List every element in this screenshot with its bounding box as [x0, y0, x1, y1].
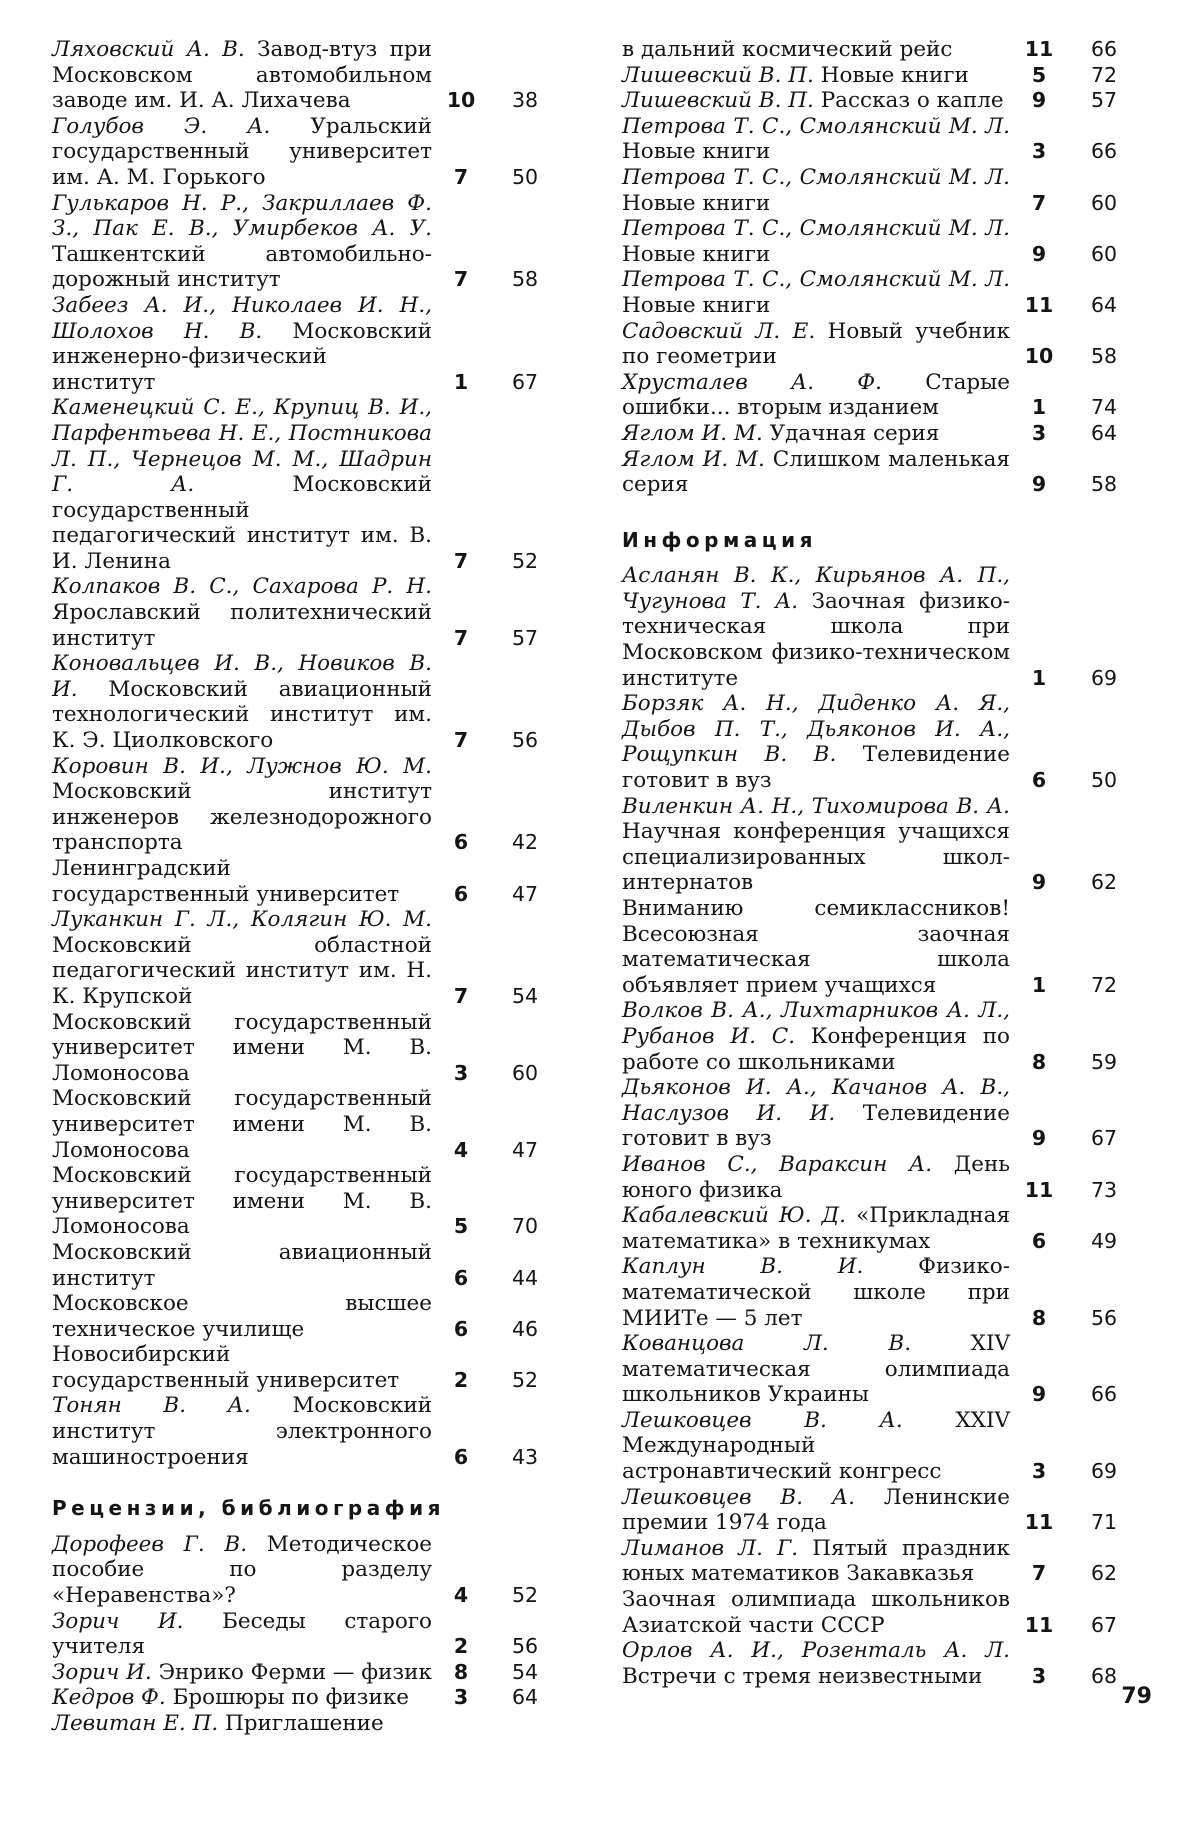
- index-entry: [622, 88, 1142, 114]
- entry-issue: 7: [1031, 190, 1047, 215]
- entry-issue: 11: [1024, 1177, 1054, 1202]
- index-entry: [52, 574, 539, 651]
- entry-title: в дальний космический рейс: [622, 37, 953, 62]
- entry-author: Тонян В. А.: [52, 1393, 251, 1419]
- entry-page: 58: [1090, 344, 1118, 369]
- index-entry: [622, 691, 1142, 793]
- entry-author: Яглом И. М.: [622, 446, 765, 472]
- entry-issue: 7: [453, 164, 469, 189]
- entry-page: 58: [1090, 472, 1118, 497]
- entry-title: Московский государственный педагогический институт им. В. И. Ленина: [52, 472, 432, 574]
- entry-author: Петрова Т. С., Смолянский М. Л.: [622, 267, 1010, 293]
- entry-title: Телевидение готовит в вуз: [622, 742, 1010, 794]
- entry-text: [622, 114, 1010, 165]
- entry-page: 60: [511, 1060, 539, 1085]
- entry-page: 58: [511, 267, 539, 292]
- entry-page: 59: [1090, 1049, 1118, 1074]
- entry-title: Московский государственный университет имени М. В. Ломоносова: [52, 1086, 432, 1163]
- entry-issue: 9: [1031, 1382, 1047, 1407]
- entry-text: [622, 447, 1010, 498]
- entry-title: Физико-математической школе при МИИТе — 5 лет: [622, 1254, 1011, 1331]
- index-entry: [52, 907, 539, 1009]
- entry-page: 56: [1090, 1305, 1118, 1330]
- entry-title: Московский инженерно-физический институт: [52, 318, 432, 395]
- entry-text: [52, 574, 432, 651]
- entry-issue: 8: [453, 1659, 469, 1684]
- entry-text: [52, 907, 432, 1009]
- entry-author: Коновальцев И. В., Новиков В. И.: [52, 651, 432, 702]
- entry-text: [622, 1075, 1010, 1152]
- index-entry: [622, 896, 1142, 998]
- entry-author: Лишевский В. П.: [622, 88, 814, 114]
- index-entry: [52, 1659, 539, 1686]
- entry-author: Асланян В. К., Кирьянов А. П., Чугунова Т. А.: [622, 563, 1010, 614]
- entry-text: [52, 1240, 432, 1291]
- entry-page: 52: [511, 1583, 539, 1608]
- entry-page: 64: [511, 1685, 539, 1710]
- entry-issue: 3: [1031, 420, 1047, 445]
- entry-title: Новые книги: [820, 62, 969, 88]
- index-entry: [622, 216, 1142, 267]
- index-entry: [622, 37, 1142, 63]
- index-entry: [622, 1152, 1142, 1203]
- index-entry: [52, 651, 539, 754]
- index-entry: [52, 1531, 539, 1609]
- index-entry: [622, 1536, 1142, 1587]
- entry-text: [52, 191, 432, 293]
- entry-title: Заочная физико-техническая школа при Московском физико-техническом институте: [622, 588, 1011, 691]
- entry-title: Заочная олимпиада школьников Азиатской части СССР: [622, 1587, 1010, 1638]
- entry-issue: 1: [1031, 972, 1047, 997]
- entry-page: 64: [1090, 292, 1118, 317]
- entry-page: 54: [511, 1659, 539, 1684]
- entry-author: Кабалевский Ю. Д.: [622, 1203, 846, 1229]
- entry-issue: 6: [453, 1265, 469, 1290]
- entry-text: [622, 267, 1010, 318]
- entry-author: Хрусталев А. Ф.: [622, 369, 882, 395]
- entry-author: Лиманов Л. Г.: [622, 1535, 799, 1561]
- entry-issue: 7: [1031, 1561, 1047, 1586]
- index-entry: [622, 1408, 1142, 1485]
- entry-title: Вниманию семиклассников! Всесоюзная заочная математическая школа объявляет прием учащихся: [622, 896, 1010, 998]
- entry-text: [52, 1685, 432, 1711]
- index-entry: [622, 1075, 1142, 1152]
- page-number: 79: [1121, 1684, 1152, 1710]
- entry-title: Слишком маленькая серия: [622, 446, 1010, 498]
- index-entry: [622, 370, 1142, 421]
- entry-title: Приглашение: [225, 1711, 384, 1736]
- entry-issue: 2: [453, 1367, 469, 1392]
- entry-text: [622, 37, 1010, 63]
- entry-issue: 5: [1031, 62, 1047, 87]
- index-entry: [622, 1485, 1142, 1536]
- entry-issue: 6: [453, 1316, 469, 1341]
- entry-page: 72: [1090, 62, 1118, 87]
- entry-issue: 6: [1031, 768, 1047, 793]
- entry-issue: 1: [453, 369, 469, 394]
- entry-issue: 9: [1031, 472, 1047, 497]
- index-entry: [52, 113, 539, 191]
- index-entry: [52, 1239, 539, 1291]
- entry-issue: 11: [1024, 37, 1054, 61]
- entry-title: Ташкентский автомобильно-дорожный институт: [52, 241, 432, 293]
- entry-text: [622, 319, 1010, 370]
- entry-author: Виленкин А. Н., Тихомирова В. А.: [622, 793, 1010, 819]
- entry-text: [52, 856, 432, 907]
- reviews-list: [52, 1531, 539, 1737]
- entry-issue: 3: [1031, 139, 1047, 164]
- entry-text: [622, 63, 1010, 89]
- entry-text: [52, 1711, 432, 1737]
- entry-text: [622, 216, 1010, 267]
- entry-title: Энрико Ферми — физик: [158, 1659, 432, 1685]
- entry-text: [622, 1331, 1010, 1408]
- entry-text: [52, 754, 432, 856]
- index-entry: [622, 267, 1142, 318]
- entry-page: 64: [1090, 420, 1118, 445]
- entry-page: 72: [1090, 972, 1118, 997]
- entry-page: 57: [511, 625, 539, 650]
- entry-title: Встречи с тремя неизвестными: [622, 1663, 983, 1689]
- entry-author: Зорич И.: [52, 1659, 152, 1685]
- entry-page: 66: [1090, 139, 1118, 164]
- entry-title: Ленинские премии 1974 года: [622, 1484, 1010, 1536]
- entry-author: Лишевский В. П.: [622, 62, 814, 88]
- entry-title: Рассказ о капле: [820, 88, 1004, 114]
- index-entry: [622, 1331, 1142, 1408]
- entry-page: 67: [1090, 1126, 1118, 1151]
- entry-issue: 9: [1031, 241, 1047, 266]
- entry-title: Новосибирский государственный университет: [52, 1342, 400, 1393]
- entry-author: Лешковцев В. А.: [622, 1407, 903, 1433]
- entry-title: Московское высшее техническое училище: [52, 1291, 432, 1342]
- index-entry: [52, 190, 539, 293]
- entry-title: Завод-втуз при Московском автомобильном заводе им. И. А. Лихачева: [52, 37, 432, 114]
- entry-page: 52: [511, 548, 539, 573]
- left-entries-list: [52, 37, 539, 1470]
- entry-issue: 3: [453, 1685, 469, 1710]
- entry-title: Ленинградский государственный университет: [52, 856, 400, 907]
- entry-page: 56: [511, 1634, 539, 1659]
- entry-issue: 9: [1031, 870, 1047, 895]
- entry-page: 60: [1090, 241, 1118, 266]
- entry-text: [52, 1609, 432, 1660]
- entry-author: Левитан Е. П.: [52, 1711, 219, 1736]
- entry-title: Пятый праздник юных математиков Закавказья: [622, 1535, 1010, 1587]
- entry-title: Новые книги: [622, 190, 771, 216]
- entry-title: День юного физика: [622, 1151, 1010, 1203]
- entry-title: Новые книги: [622, 139, 771, 165]
- entry-text: [52, 651, 432, 753]
- entry-issue: 11: [1024, 1510, 1054, 1535]
- index-entry: [622, 447, 1142, 498]
- entry-text: [622, 1638, 1010, 1689]
- entry-title: Московский авиационный институт: [52, 1239, 432, 1291]
- entry-title: Московский институт инженеров железнодорожного транспорта: [52, 779, 432, 856]
- entry-issue: 8: [1031, 1049, 1047, 1074]
- entry-title: Конференция по работе со школьниками: [622, 1023, 1010, 1075]
- entry-author: Колпаков В. С., Сахарова Р. Н.: [52, 574, 432, 600]
- entry-text: [622, 88, 1010, 114]
- entry-author: Дорофеев Г. В.: [52, 1531, 248, 1557]
- entry-text: [52, 114, 432, 191]
- entry-text: [622, 896, 1010, 998]
- entry-text: [52, 1393, 432, 1470]
- index-entry: [52, 1009, 539, 1087]
- entry-author: Петрова Т. С., Смолянский М. Л.: [622, 216, 1010, 242]
- entry-page: 38: [511, 88, 539, 113]
- entry-page: 50: [1090, 768, 1118, 793]
- entry-title: Уральский государственный университет им. А. М. Горького: [52, 113, 432, 190]
- entry-text: [622, 1536, 1010, 1587]
- entry-issue: 9: [1031, 1126, 1047, 1151]
- entry-page: 71: [1090, 1510, 1118, 1535]
- entry-text: [622, 165, 1010, 216]
- entry-author: Иванов С., Вараксин А.: [622, 1151, 933, 1177]
- entry-text: [622, 1587, 1010, 1638]
- index-entry: [52, 292, 539, 395]
- entry-author: Ляховский А. В.: [52, 37, 245, 62]
- entry-author: Волков В. А., Лихтарников А. Л., Рубанов И. С.: [622, 998, 1010, 1049]
- entry-author: Петрова Т. С., Смолянский М. Л.: [622, 113, 1010, 139]
- entry-author: Каменецкий С. Е., Крупиц В. И., Парфентьева Н. Е., Постникова Л. П., Чернецов М. М., Шадрин Г. А.: [52, 395, 432, 498]
- entry-author: Гулькаров Н. Р., Закриллаев Ф. З., Пак Е. В., Умирбеков А. У.: [52, 190, 432, 242]
- entry-issue: 11: [1024, 1612, 1054, 1637]
- entry-text: [622, 1408, 1010, 1485]
- entry-text: [622, 691, 1010, 793]
- index-entry: [622, 114, 1142, 165]
- entry-title: Ярославский политехнический институт: [52, 600, 432, 651]
- entry-title: Новый учебник по геометрии: [622, 318, 1011, 370]
- entry-title: Московский институт электронного машиностроения: [52, 1393, 432, 1470]
- entry-title: Московский государственный университет имени М. В. Ломоносова: [52, 1009, 432, 1086]
- index-entry: [52, 1291, 539, 1342]
- entry-page: 52: [511, 1367, 539, 1392]
- entry-issue: 6: [1031, 1228, 1047, 1253]
- entry-text: [622, 563, 1010, 691]
- entry-issue: 3: [453, 1060, 469, 1085]
- entry-title: Брошюры по физике: [172, 1685, 409, 1711]
- entry-page: 43: [511, 1444, 539, 1469]
- entry-page: 42: [511, 830, 539, 855]
- entry-issue: 2: [453, 1634, 469, 1659]
- entry-author: Луканкин Г. Л., Колягин Ю. М.: [52, 907, 432, 933]
- entry-author: Садовский Л. Е.: [622, 318, 816, 344]
- entry-issue: 1: [1031, 665, 1047, 690]
- entry-title: Беседы старого учителя: [52, 1608, 432, 1660]
- entry-page: 69: [1090, 1459, 1118, 1484]
- entry-text: [622, 421, 1010, 447]
- entry-text: [622, 794, 1010, 896]
- entry-title: Телевидение готовит в вуз: [622, 1100, 1010, 1152]
- index-entry: [622, 1587, 1142, 1638]
- entry-author: Голубов Э. А.: [52, 113, 271, 139]
- entry-page: 70: [511, 1214, 539, 1239]
- index-entry: [622, 1638, 1142, 1689]
- entry-issue: 7: [453, 728, 469, 753]
- entry-title: «Прикладная математика» в техникумах: [622, 1203, 1011, 1254]
- entry-issue: 10: [1024, 344, 1054, 369]
- entry-text: [622, 1254, 1010, 1331]
- index-entry: [622, 794, 1142, 896]
- entry-page: 47: [511, 1137, 539, 1162]
- info-list: [622, 563, 1142, 1689]
- index-entry: [622, 63, 1142, 89]
- index-entry: [622, 319, 1142, 370]
- entry-page: 56: [511, 728, 539, 753]
- entry-page: 66: [1090, 37, 1118, 61]
- entry-page: 69: [1090, 665, 1118, 690]
- left-column: [52, 37, 539, 1737]
- entry-page: 60: [1090, 190, 1118, 215]
- entry-author: Кедров Ф.: [52, 1685, 166, 1711]
- entry-issue: 4: [453, 1583, 469, 1608]
- index-entry: [52, 395, 539, 574]
- entry-page: 50: [511, 164, 539, 189]
- right-column: [622, 37, 1142, 1689]
- entry-text: [52, 1086, 432, 1163]
- entry-issue: 6: [453, 1444, 469, 1469]
- entry-text: [52, 293, 432, 395]
- entry-author: Дьяконов И. А., Качанов А. В., Наслузов И. И.: [622, 1075, 1010, 1126]
- entry-issue: 11: [1024, 292, 1054, 317]
- entry-text: [52, 1342, 432, 1393]
- entry-author: Борзяк А. Н., Диденко А. Я., Дыбов П. Т., Дьяконов И. А., Рощупкин В. В.: [622, 691, 1010, 768]
- entry-text: [52, 1660, 432, 1686]
- entry-text: [622, 1485, 1010, 1536]
- entry-author: Зорич И.: [52, 1608, 184, 1634]
- reviews-continued-list: [622, 37, 1142, 498]
- index-entry: [622, 1254, 1142, 1331]
- index-entry: [52, 1685, 539, 1711]
- index-entry: [52, 1342, 539, 1393]
- entry-page: 73: [1090, 1177, 1118, 1202]
- entry-text: [52, 1291, 432, 1342]
- entry-text: [52, 37, 432, 114]
- entry-issue: 6: [453, 830, 469, 855]
- entry-page: 62: [1090, 1561, 1118, 1586]
- entry-issue: 4: [453, 1137, 469, 1162]
- entry-issue: 3: [1031, 1459, 1047, 1484]
- entry-issue: 6: [453, 881, 469, 906]
- index-entry: [622, 1203, 1142, 1254]
- entry-text: [52, 1532, 432, 1609]
- entry-issue: 7: [453, 983, 469, 1008]
- index-entry: [52, 1608, 539, 1660]
- section-heading-reviews: Рецензии, библиография: [52, 1496, 445, 1521]
- entry-issue: 5: [453, 1214, 469, 1239]
- entry-issue: 3: [1031, 1663, 1047, 1688]
- entry-issue: 7: [453, 267, 469, 292]
- entry-page: 44: [511, 1265, 539, 1290]
- entry-author: Орлов А. И., Розенталь А. Л.: [622, 1638, 1010, 1664]
- entry-title: Московский областной педагогический институт им. Н. К. Крупской: [52, 932, 432, 1009]
- entry-issue: 7: [453, 625, 469, 650]
- index-entry: [52, 37, 539, 114]
- entry-issue: 8: [1031, 1305, 1047, 1330]
- entry-page: 57: [1090, 88, 1118, 113]
- entry-title: Удачная серия: [769, 420, 940, 446]
- entry-page: 54: [511, 983, 539, 1008]
- entry-title: Новые книги: [622, 241, 771, 267]
- entry-title: Новые книги: [622, 292, 771, 318]
- entry-title: XXIV Международный астронавтический конгресс: [622, 1407, 1010, 1485]
- entry-issue: 7: [453, 548, 469, 573]
- entry-author: Лешковцев В. А.: [622, 1484, 855, 1510]
- entry-page: 46: [511, 1316, 539, 1341]
- entry-author: Петрова Т. С., Смолянский М. Л.: [622, 164, 1010, 190]
- index-entry: [622, 421, 1142, 447]
- entry-title: Московский государственный университет имени М. В. Ломоносова: [52, 1163, 432, 1240]
- entry-issue: 1: [1031, 395, 1047, 420]
- entry-author: Яглом И. М.: [622, 420, 763, 446]
- entry-text: [52, 1010, 432, 1087]
- entry-text: [622, 1152, 1010, 1203]
- index-entry: [52, 753, 539, 856]
- entry-page: 62: [1090, 870, 1118, 895]
- entry-text: [622, 998, 1010, 1075]
- entry-issue: 10: [446, 88, 476, 113]
- entry-author: Кованцова Л. В.: [622, 1331, 912, 1357]
- entry-page: 49: [1090, 1228, 1118, 1253]
- entry-author: Каплун В. И.: [622, 1254, 864, 1280]
- entry-text: [52, 1163, 432, 1240]
- index-entry: [52, 1393, 539, 1470]
- entry-title: Старые ошибки... вторым изданием: [622, 369, 1010, 421]
- entry-text: [622, 370, 1010, 421]
- entry-author: Забеез А. И., Николаев И. Н., Шолохов Н. В.: [52, 292, 432, 344]
- entry-title: Методическое пособие по разделу «Неравенства»?: [52, 1531, 432, 1609]
- entry-page: 68: [1090, 1663, 1118, 1688]
- index-entry: [52, 856, 539, 907]
- entry-text: [52, 395, 432, 574]
- entry-text: [622, 1203, 1010, 1254]
- entry-page: 66: [1090, 1382, 1118, 1407]
- index-entry: [52, 1086, 539, 1163]
- entry-page: 74: [1090, 395, 1118, 420]
- entry-author: Коровин В. И., Лужнов Ю. М.: [52, 753, 432, 779]
- index-entry: [622, 998, 1142, 1075]
- section-heading-info: Информация: [622, 527, 817, 552]
- index-entry: [622, 563, 1142, 691]
- entry-page: 47: [511, 881, 539, 906]
- index-entry: [52, 1711, 502, 1737]
- index-entry: [52, 1163, 539, 1240]
- entry-page: 67: [511, 369, 539, 394]
- entry-issue: 9: [1031, 88, 1047, 113]
- index-entry: [622, 165, 1142, 216]
- entry-title: XIV математическая олимпиада школьников Украины: [622, 1331, 1010, 1408]
- entry-title: Московский авиационный технологический институт им. К. Э. Циолковского: [52, 676, 432, 754]
- entry-page: 67: [1090, 1612, 1118, 1637]
- entry-title: Научная конференция учащихся специализированных школ-интернатов: [622, 819, 1010, 896]
